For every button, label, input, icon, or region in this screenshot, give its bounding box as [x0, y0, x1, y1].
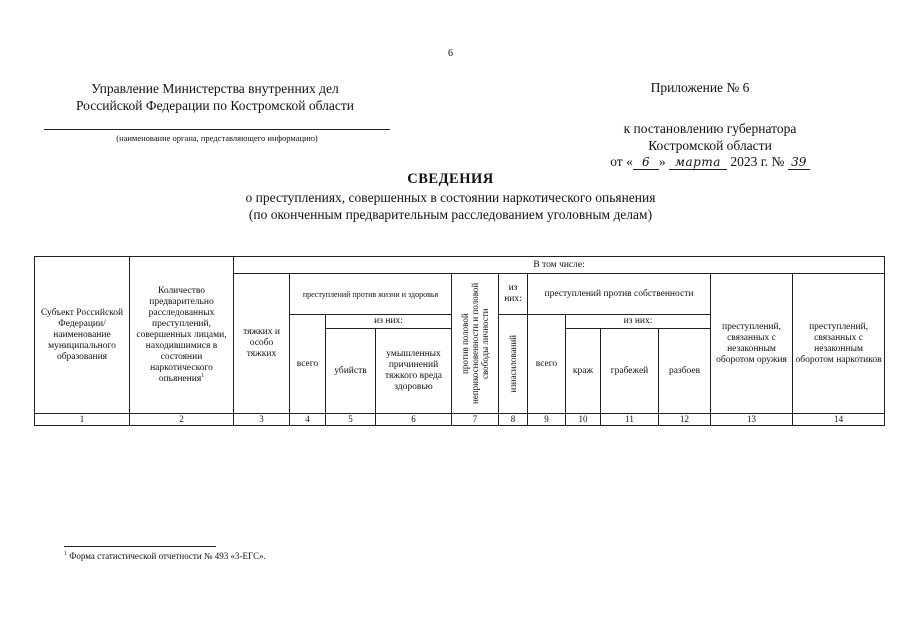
header-of-them-short: из них: — [499, 274, 528, 315]
header-weapons: преступлений, связанных с незаконным оборотом оружия — [711, 274, 793, 414]
date-prefix: от « — [610, 154, 633, 169]
header-rapes-text: изнасилований — [508, 335, 518, 393]
header-in-total: В том числе: — [234, 257, 885, 274]
organization-caption: (наименование органа, представляющего информацию) — [116, 133, 318, 143]
header-robberies: грабежей — [601, 329, 659, 414]
column-number: 11 — [601, 414, 659, 426]
subtitle-line-1: о преступлениях, совершенных в состоянии наркотического опьянения — [245, 190, 656, 205]
column-number: 6 — [376, 414, 452, 426]
footnote — [64, 551, 266, 561]
date-mid: » — [658, 154, 666, 169]
header-murders: убийств — [326, 329, 376, 414]
appendix-reference-line-1: к постановлению губернатора — [623, 121, 797, 136]
header-sexual-text: против половой неприкосновенности и половой свободы личности — [460, 282, 490, 405]
header-sexual — [452, 274, 499, 414]
header-drugs: преступлений, связанных с незаконным оборотом наркотиков — [793, 274, 885, 414]
organization-line-1: Управление Министерства внутренних дел — [91, 81, 339, 96]
header-total-property: всего — [528, 315, 566, 414]
column-number: 9 — [528, 414, 566, 426]
column-number: 3 — [234, 414, 290, 426]
page-number: 6 — [448, 48, 453, 59]
organization-line-2: Российской Федерации по Костромской области — [76, 98, 354, 113]
header-against-life: преступлений против жизни и здоровья — [290, 274, 452, 315]
header-total-crimes-text: Количество предварительно расследованных преступлений, совершенных лицами, находившимися в состоянии наркотического опьянения — [136, 285, 227, 384]
column-number: 8 — [499, 414, 528, 426]
header-intentional-harm: умышленных причинений тяжкого вреда здоровью — [376, 329, 452, 414]
report-table — [34, 256, 885, 426]
date-year: 2023 г. № — [730, 154, 785, 169]
header-assaults: разбоев — [659, 329, 711, 414]
header-total-crimes — [130, 257, 234, 414]
document-subtitle — [0, 189, 901, 223]
column-number: 12 — [659, 414, 711, 426]
header-rapes — [499, 315, 528, 414]
column-number: 13 — [711, 414, 793, 426]
column-number: 1 — [35, 414, 130, 426]
column-number: 5 — [326, 414, 376, 426]
column-numbers-row — [35, 414, 885, 426]
column-number: 14 — [793, 414, 885, 426]
column-number: 4 — [290, 414, 326, 426]
header-subject: Субъект Российской Федерации/ наименование муниципального образования — [35, 257, 130, 414]
column-number: 7 — [452, 414, 499, 426]
header-total-life: всего — [290, 315, 326, 414]
header-grave: тяжких и особо тяжких — [234, 274, 290, 414]
organization-underline — [44, 129, 390, 130]
appendix-reference — [560, 120, 860, 154]
header-of-them-life: из них: — [326, 315, 452, 329]
column-number: 2 — [130, 414, 234, 426]
subtitle-line-2: (по оконченным предварительным расследованием уголовным делам) — [248, 207, 653, 222]
appendix-date — [560, 154, 860, 170]
header-thefts: краж — [566, 329, 601, 414]
header-against-property: преступлений против собственности — [528, 274, 711, 315]
handwritten-month: марта — [669, 155, 727, 170]
organization-name — [40, 80, 390, 114]
header-footnote-mark: 1 — [201, 372, 205, 379]
appendix-reference-line-2: Костромской области — [648, 138, 772, 153]
footnote-text: Форма статистической отчетности № 493 «3-ЕГС». — [69, 551, 266, 561]
footnote-mark: 1 — [64, 551, 67, 557]
handwritten-day: 6 — [633, 155, 659, 170]
footnote-separator — [64, 546, 216, 547]
document-title: СВЕДЕНИЯ — [407, 171, 494, 187]
handwritten-doc-number: 39 — [788, 155, 810, 170]
column-number: 10 — [566, 414, 601, 426]
header-of-them-property: из них: — [566, 315, 711, 329]
appendix-number: Приложение № 6 — [650, 80, 750, 95]
